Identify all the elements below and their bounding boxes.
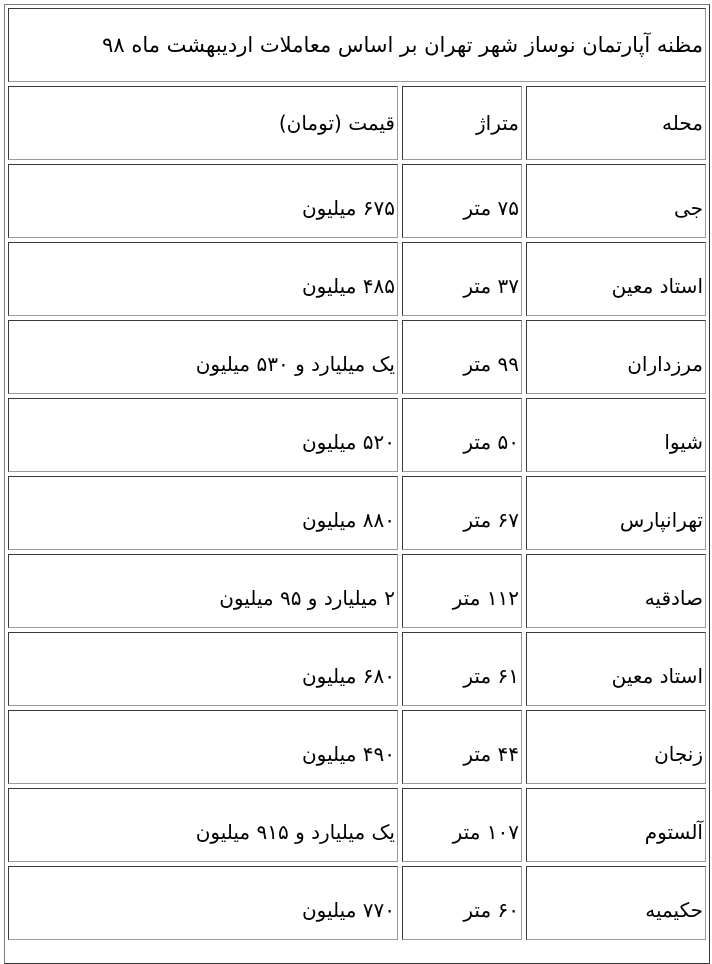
cell-area: استاد معین: [526, 632, 706, 706]
cell-price: ۴۹۰ میلیون: [8, 710, 398, 784]
cell-area: شیوا: [526, 398, 706, 472]
cell-price: ۶۸۰ میلیون: [8, 632, 398, 706]
cell-size: ۱۰۷ متر: [402, 788, 522, 862]
cell-area: تهرانپارس: [526, 476, 706, 550]
cell-size: ۱۱۲ متر: [402, 554, 522, 628]
cell-area: جی: [526, 164, 706, 238]
cell-price: ۷۷۰ میلیون: [8, 866, 398, 940]
cell-size: ۳۷ متر: [402, 242, 522, 316]
cell-size: ۷۵ متر: [402, 164, 522, 238]
cell-price: یک میلیارد و ۵۳۰ میلیون: [8, 320, 398, 394]
header-price: قیمت (تومان): [8, 86, 398, 160]
cell-area: مرزداران: [526, 320, 706, 394]
header-size: متراژ: [402, 86, 522, 160]
cell-area: آلستوم: [526, 788, 706, 862]
cell-price: ۸۸۰ میلیون: [8, 476, 398, 550]
cell-size: ۴۴ متر: [402, 710, 522, 784]
cell-area: استاد معین: [526, 242, 706, 316]
cell-area: صادقیه: [526, 554, 706, 628]
cell-size: ۶۰ متر: [402, 866, 522, 940]
cell-size: ۵۰ متر: [402, 398, 522, 472]
cell-size: ۶۱ متر: [402, 632, 522, 706]
table-title: مظنه آپارتمان نوساز شهر تهران بر اساس معاملات اردیبهشت ماه ۹۸: [8, 8, 706, 82]
cell-size: ۹۹ متر: [402, 320, 522, 394]
cell-price: یک میلیارد و ۹۱۵ میلیون: [8, 788, 398, 862]
cell-price: ۵۲۰ میلیون: [8, 398, 398, 472]
cell-price: ۴۸۵ میلیون: [8, 242, 398, 316]
cell-price: ۶۷۵ میلیون: [8, 164, 398, 238]
header-area: محله: [526, 86, 706, 160]
cell-area: حکیمیه: [526, 866, 706, 940]
cell-size: ۶۷ متر: [402, 476, 522, 550]
cell-area: زنجان: [526, 710, 706, 784]
cell-price: ۲ میلیارد و ۹۵ میلیون: [8, 554, 398, 628]
